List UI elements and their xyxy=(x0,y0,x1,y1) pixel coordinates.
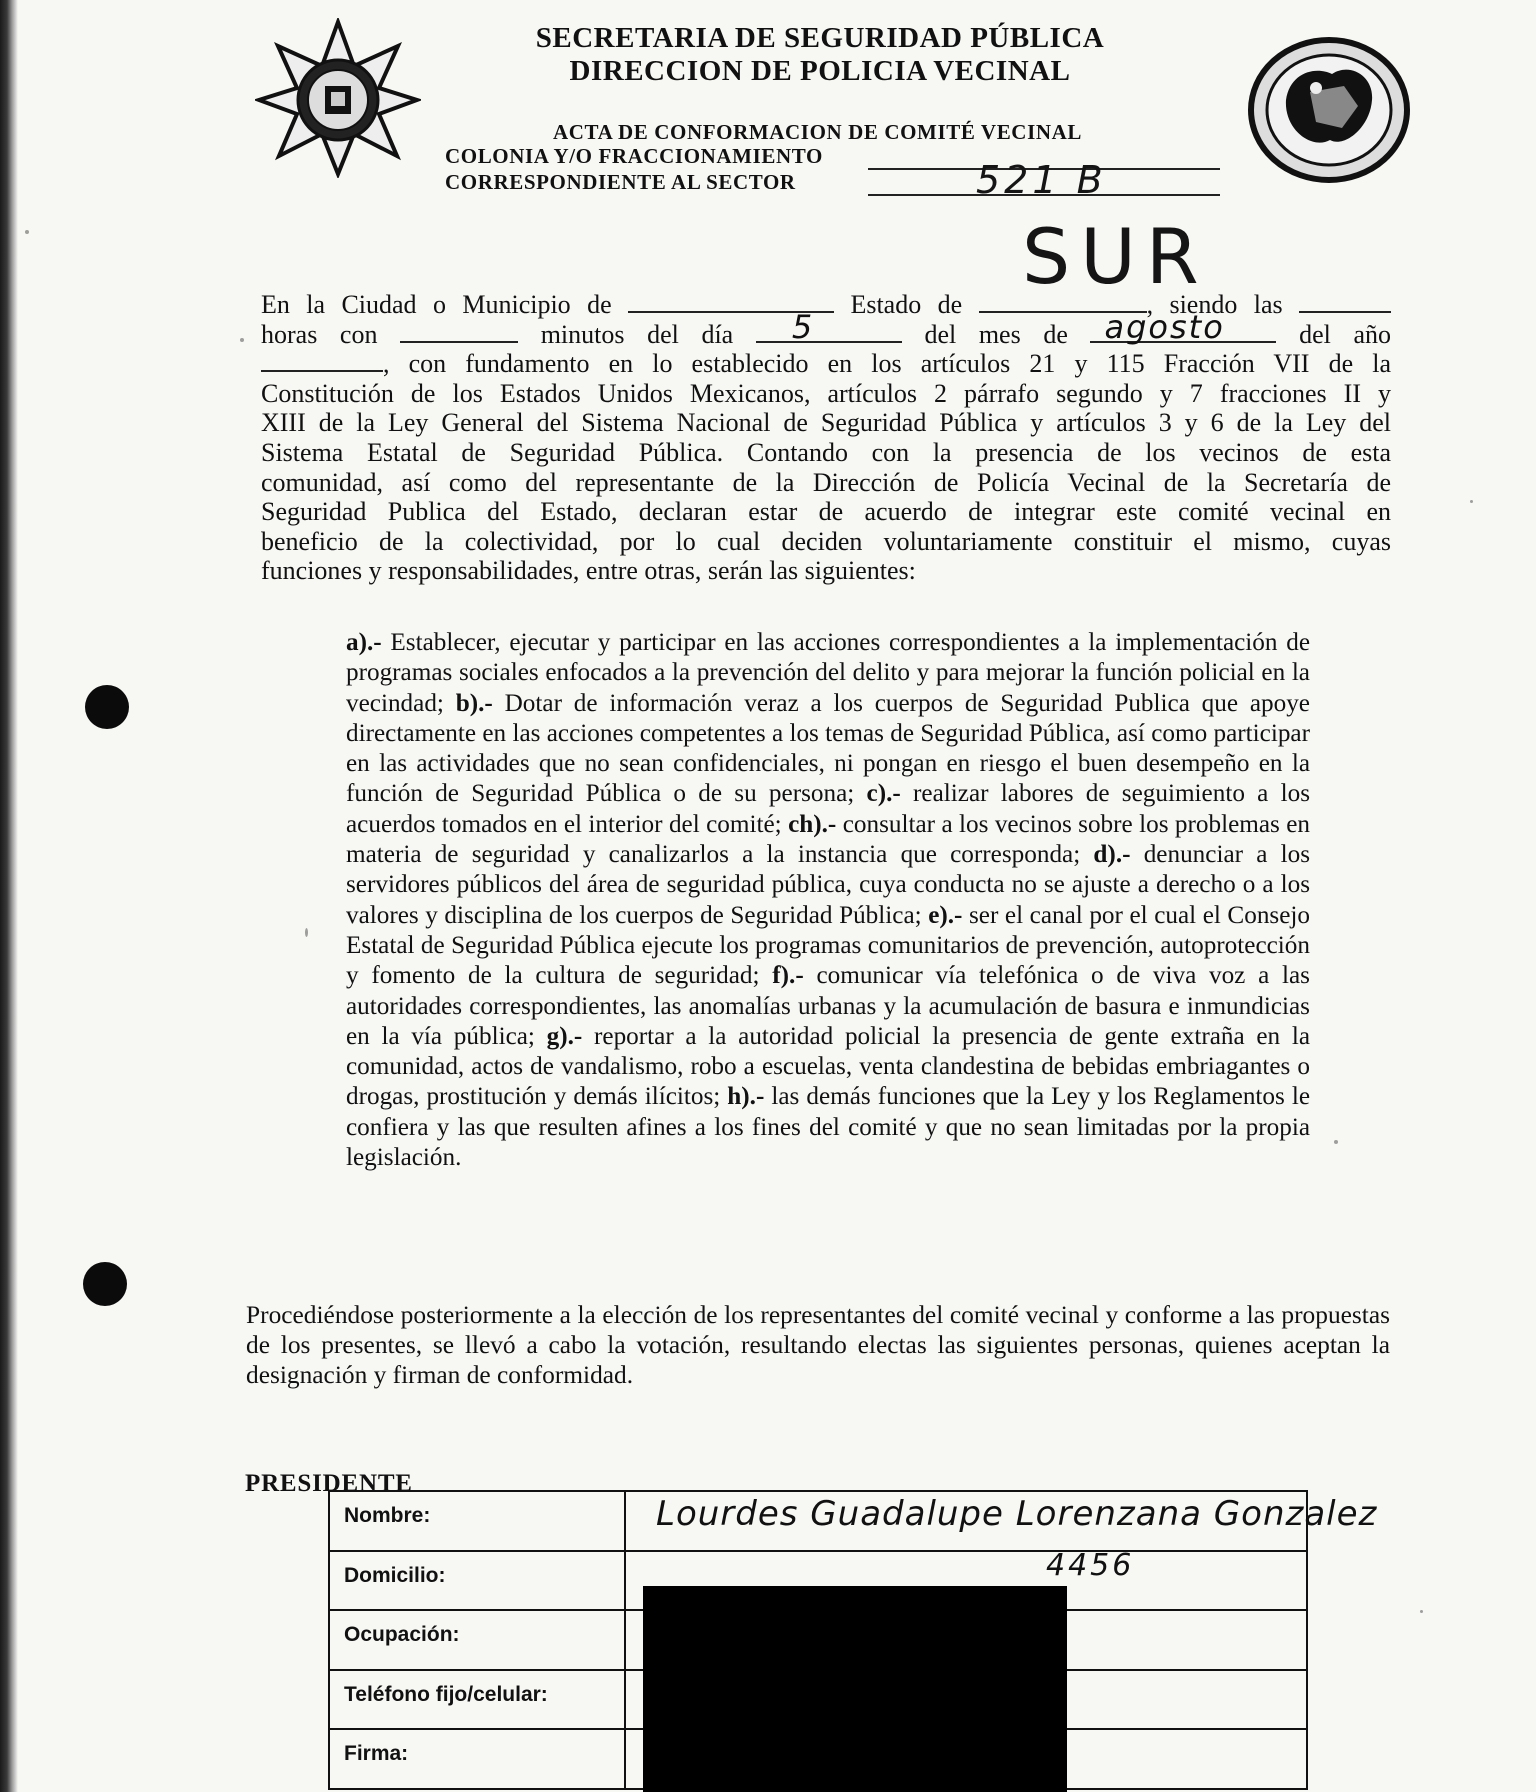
punch-hole-bottom xyxy=(83,1262,127,1306)
document-header xyxy=(520,22,1120,88)
address-handwritten: 4456 xyxy=(1046,1547,1135,1583)
scan-speck xyxy=(305,928,308,937)
intro-line: comunidad, así como del representante de la Dirección de Policía Vecinal de la Secretaría de xyxy=(261,467,1391,497)
intro-line xyxy=(261,349,1391,379)
address-label: Domicilio: xyxy=(329,1551,625,1611)
function-marker: h).- xyxy=(727,1083,765,1111)
mes-value: agosto xyxy=(1104,307,1225,346)
intro-line: Constitución de los Estados Unidos Mexicanos, artículos 2 párrafo segundo y 7 fracciones II y xyxy=(261,378,1391,408)
intro-line: XIII de la Ley General del Sistema Nacional de Seguridad Pública y artículos 3 y 6 de la Ley del xyxy=(261,408,1391,438)
name-handwritten: Lourdes Guadalupe Lorenzana Gonzalez xyxy=(656,1494,1378,1534)
police-star-emblem xyxy=(255,18,421,178)
minutos-blank xyxy=(400,321,518,343)
anio-blank xyxy=(261,350,383,372)
council-seal-emblem xyxy=(1246,36,1412,184)
function-marker: f).- xyxy=(772,962,804,990)
closing-paragraph: Procediéndose posteriormente a la elección de los representantes del comité vecinal y conforme a las propuestas de los presentes, se llevó a cabo la votación, resultando electas las siguientes personas, quienes aceptan la designación y firman de conformidad. xyxy=(246,1301,1390,1389)
function-marker: ch).- xyxy=(788,810,837,838)
function-marker: g).- xyxy=(546,1022,583,1050)
function-marker: c).- xyxy=(866,780,901,808)
intro-text: Estado de xyxy=(850,290,963,319)
acta-title: ACTA DE CONFORMACION DE COMITÉ VECINAL xyxy=(553,120,1082,144)
function-text: reportar a la autoridad policial la presencia de gente extraña en la comunidad, actos de vandalismo, robo a escuelas, venta clandestina de bebidas embriagantes o drogas, prostitución y demás ilícitos; xyxy=(346,1022,1311,1111)
header-line-2: DIRECCION DE POLICIA VECINAL xyxy=(569,55,1071,87)
colonia-label: COLONIA Y/O FRACCIONAMIENTO xyxy=(445,144,823,168)
intro-text: En la Ciudad o Municipio de xyxy=(261,290,612,319)
intro-line xyxy=(261,307,1391,350)
scan-speck xyxy=(1420,1610,1423,1613)
name-field[interactable] xyxy=(625,1491,1378,1551)
intro-line: Sistema Estatal de Seguridad Pública. Contando con la presencia de los vecinos de esta xyxy=(261,437,1391,467)
hora-blank xyxy=(1299,291,1391,313)
scan-edge xyxy=(0,0,18,1792)
function-marker: b).- xyxy=(455,689,493,717)
president-section-title: PRESIDENTE xyxy=(245,1470,413,1497)
name-label: Nombre: xyxy=(329,1491,625,1551)
function-text: consultar a los vecinos sobre los problemas en materia de seguridad y canalizarlos a la instancia que corresponda; xyxy=(346,810,1311,869)
sector-label: CORRESPONDIENTE AL SECTOR xyxy=(445,170,796,194)
intro-text: horas con xyxy=(261,319,378,349)
intro-line: beneficio de la colectividad, por lo cual deciden voluntariamente constituir el mismo, cuyas xyxy=(261,526,1391,556)
function-text: Dotar de información veraz a los cuerpos de Seguridad Publica que apoye directamente en las acciones competentes a los temas de Seguridad Pública, así como participar en las actividades que no sean confidenciales, ni pongan en riesgo el buen desempeño en la función de Seguridad Pública o de su persona; xyxy=(346,689,1310,808)
scan-speck xyxy=(1470,500,1473,503)
function-text: ser el canal por el cual el Consejo Estatal de Seguridad Pública ejecute los programas comunitarios de prevención, autoprotección y fomento de la cultura de seguridad; xyxy=(346,901,1310,990)
mes-blank xyxy=(1090,307,1276,346)
function-marker: e).- xyxy=(928,901,963,929)
function-text: las demás funciones que la Ley y los Reglamentos le confiera y las que resulten afines a los fines del comité y que no sean limitadas por la propia legislación. xyxy=(346,1083,1310,1172)
intro-text: , siendo las xyxy=(1146,290,1283,319)
phone-label: Teléfono fijo/celular: xyxy=(329,1670,625,1730)
intro-line: funciones y responsabilidades, entre otras, serán las siguientes: xyxy=(261,556,916,586)
function-text: comunicar vía telefónica o de viva voz a las autoridades correspondientes, las anomalías urbanas y la acumulación de basura e inmundicias en la vía pública; xyxy=(346,962,1310,1050)
scan-speck xyxy=(240,338,244,342)
intro-text: del año xyxy=(1299,319,1391,349)
function-marker: a).- xyxy=(346,629,382,656)
signature-label: Firma: xyxy=(329,1729,625,1789)
function-text: Establecer, ejecutar y participar en las acciones correspondientes a la implementación de programas sociales enfocados a la prevención del delito y para mejorar la función policial en la vecindad; xyxy=(346,629,1310,717)
form-row-name xyxy=(329,1491,1307,1551)
occupation-label: Ocupación: xyxy=(329,1610,625,1670)
intro-text: minutos del día xyxy=(540,319,734,349)
committee-functions xyxy=(346,628,1310,1173)
intro-text: del mes de xyxy=(924,319,1068,349)
handwritten-zone: SUR xyxy=(1022,212,1209,301)
sector-value: 521 B xyxy=(976,158,1107,202)
intro-paragraph xyxy=(261,290,1391,586)
scan-speck xyxy=(25,230,29,234)
intro-line: Seguridad Publica del Estado, declaran estar de acuerdo de integrar este comité vecinal en xyxy=(261,497,1391,527)
dia-blank xyxy=(756,307,902,346)
redaction-box xyxy=(643,1586,1067,1792)
dia-value: 5 xyxy=(791,307,815,346)
scan-speck xyxy=(1334,1140,1338,1144)
intro-text: , con fundamento en lo establecido en los artículos 21 y 115 Fracción VII de la xyxy=(383,349,1391,379)
function-text: realizar labores de seguimiento a los acuerdos tomados en el interior del comité; xyxy=(346,780,1310,838)
function-text: denunciar a los servidores públicos del área de seguridad pública, cuya conducta no se ajuste a derecho o a los valores y disciplina de los cuerpos de Seguridad Pública; xyxy=(346,841,1310,929)
function-marker: d).- xyxy=(1093,841,1131,869)
punch-hole-top xyxy=(85,685,129,729)
header-line-1: SECRETARIA DE SEGURIDAD PÚBLICA xyxy=(535,22,1105,54)
